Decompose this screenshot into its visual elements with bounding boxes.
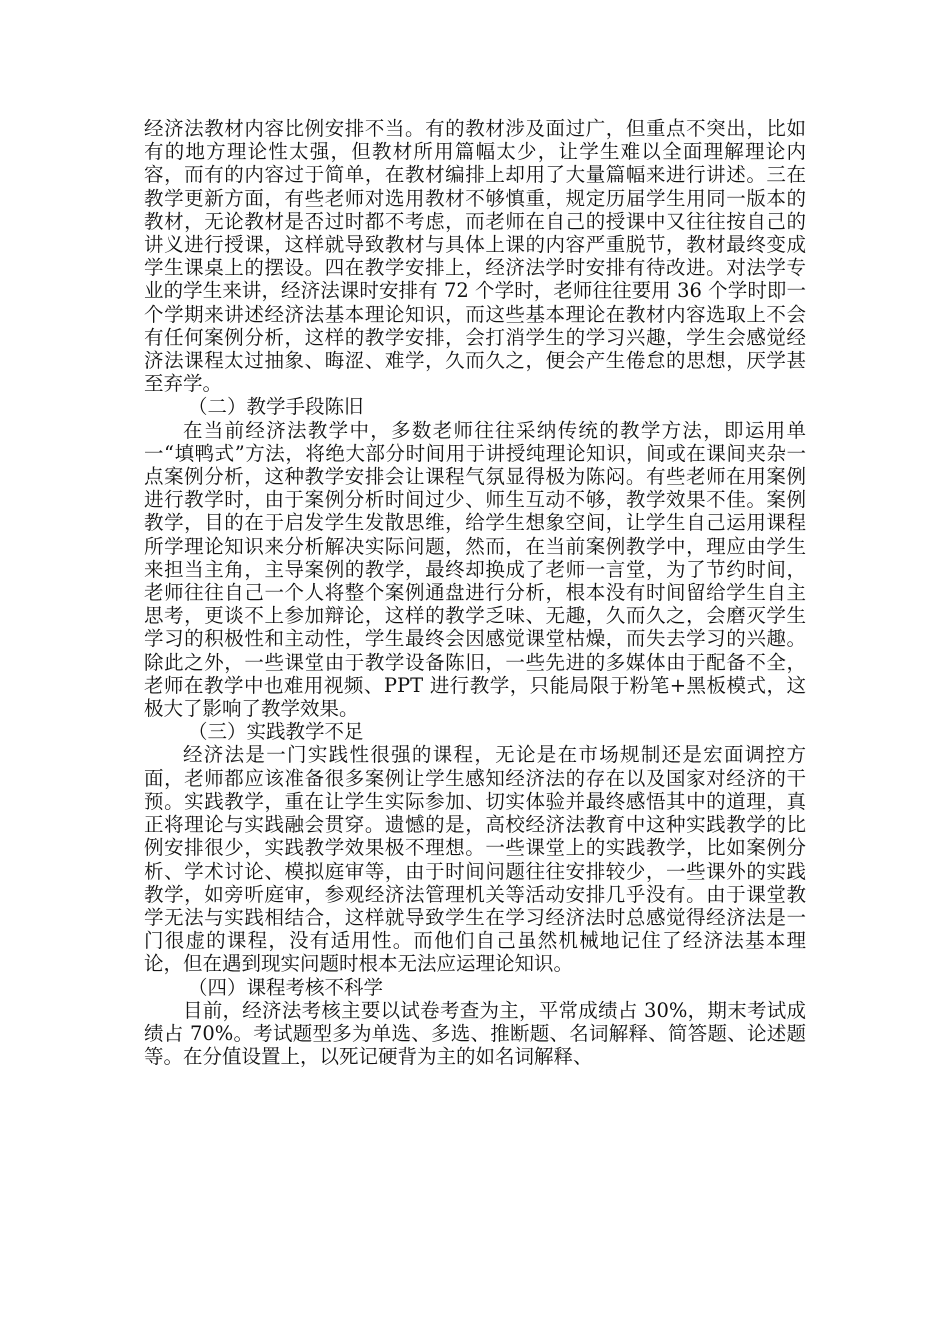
- document-page: [144, 117, 806, 1068]
- section-heading-practice-teaching: （三）实践教学不足: [188, 720, 364, 744]
- paragraph-teaching-methods: 在当前经济法教学中，多数老师往往采纳传统的教学方法，即运用单一“填鸭式”方法，将绝大部分时间用于讲授纯理论知识，间或在课间夹杂一点案例分析，这种教学安排会让课程气氛显得极为陈闷。有些老师在用案例进行教学时，由于案例分析时间过少、师生互动不够，教学效果不佳。案例教学，目的在于启发学生发散思维，给学生想象空间，让学生自己运用课程所学理论知识来分析解决实际问题，然而，在当前案例教学中，理应由学生来担当主角，主导案例的教学，最终却换成了老师一言堂，为了节约时间，老师往往自己一个人将整个案例通盘进行分析，根本没有时间留给学生自主思考，更谈不上参加辩论，这样的教学乏味、无趣，久而久之，会磨灭学生学习的积极性和主动性，学生最终会因感觉课堂枯燥，而失去学习的兴趣。除此之外，一些课堂由于教学设备陈旧，一些先进的多媒体由于配备不全，老师在教学中也难用视频、PPT 进行教学，只能局限于粉笔+黑板模式，这极大了影响了教学效果。: [144, 418, 806, 721]
- section-heading-teaching-methods: （二）教学手段陈旧: [188, 395, 364, 419]
- paragraph-practice-teaching: 经济法是一门实践性很强的课程，无论是在市场规制还是宏面调控方面，老师都应该准备很多案例让学生感知经济法的存在以及国家对经济的干预。实践教学，重在让学生实际参加、切实体验并最终感悟其中的道理，真正将理论与实践融会贯穿。遗憾的是，高校经济法教育中这种实践教学的比例安排很少，实践教学效果极不理想。一些课堂上的实践教学，比如案例分析、学术讨论、模拟庭审等，由于时间问题往往安排较少，一些课外的实践教学，如旁听庭审，参观经济法管理机关等活动安排几乎没有。由于课堂教学无法与实践相结合，这样就导致学生在学习经济法时总感觉得经济法是一门很虚的课程，没有适用性。而他们自己虽然机械地记住了经济法基本理论，但在遇到现实问题时根本无法应运理论知识。: [144, 743, 806, 976]
- paragraph-textbook-issues: 经济法教材内容比例安排不当。有的教材涉及面过广，但重点不突出，比如有的地方理论性太强，但教材所用篇幅太少，让学生难以全面理解理论内容，而有的内容过于简单，在教材编排上却用了大量篇幅来进行讲述。三在教学更新方面，有些老师对选用教材不够慎重，规定历届学生用同一版本的教材，无论教材是否过时都不考虑，而老师在自己的授课中又往往按自己的讲义进行授课，这样就导致教材与具体上课的内容严重脱节，教材最终变成学生课桌上的摆设。四在教学安排上，经济法学时安排有待改进。对法学专业的学生来讲，经济法课时安排有 72 个学时，老师往往要用 36 个学时即一个学期来讲述经济法基本理论知识，而这些基本理论在教材内容选取上不会有任何案例分析，这样的教学安排，会打消学生的学习兴趣，学生会感觉经济法课程太过抽象、晦涩、难学，久而久之，便会产生倦怠的思想，厌学甚至弃学。: [144, 117, 806, 396]
- section-heading-course-assessment: （四）课程考核不科学: [188, 975, 384, 999]
- paragraph-course-assessment: 目前，经济法考核主要以试卷考查为主，平常成绩占 30%，期末考试成绩占 70%。考试题型多为单选、多选、推断题、名词解释、简答题、论述题等。在分值设置上，以死记硬背为主的如名词解释、: [144, 998, 806, 1069]
